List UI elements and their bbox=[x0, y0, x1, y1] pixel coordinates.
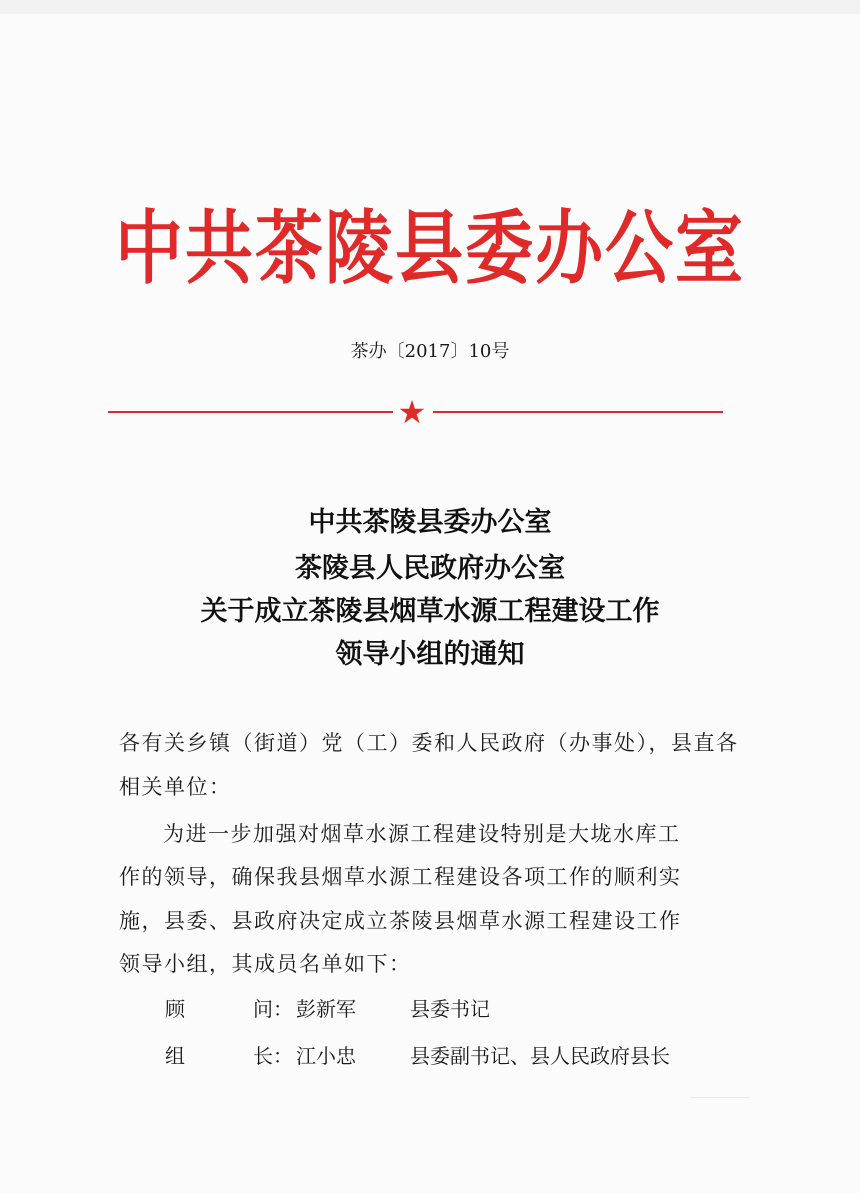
notice-title-line-3: 关于成立茶陵县烟草水源工程建设工作 bbox=[200, 596, 660, 627]
member-name: 江小忠 bbox=[296, 1044, 356, 1068]
body-paragraph-line-1: 为进一步加强对烟草水源工程建设特别是大垅水库工 bbox=[163, 822, 681, 846]
recipients-line-1: 各有关乡镇（街道）党（工）委和人民政府（办事处），县直各 bbox=[119, 731, 739, 755]
red-header-title: 中共茶陵县委办公室 bbox=[114, 201, 745, 296]
member-position: 县委书记 bbox=[410, 997, 490, 1021]
member-role-char: 问： bbox=[253, 997, 293, 1021]
notice-title-line-1: 中共茶陵县委办公室 bbox=[308, 507, 552, 538]
body-paragraph-line-2: 作的领导，确保我县烟草水源工程建设各项工作的顺利实 bbox=[119, 865, 682, 889]
member-position: 县委副书记、县人民政府县长 bbox=[410, 1044, 670, 1068]
member-role-char: 长： bbox=[253, 1044, 293, 1068]
member-role-char: 顾 bbox=[165, 997, 185, 1021]
red-star-icon: ★ bbox=[397, 393, 427, 431]
page-footer-mark bbox=[690, 1097, 750, 1098]
recipients-line-2: 相关单位： bbox=[119, 775, 232, 799]
member-role-char: 组 bbox=[165, 1044, 185, 1068]
notice-title-line-4: 领导小组的通知 bbox=[335, 639, 525, 670]
document-number: 茶办〔2017〕10号 bbox=[350, 341, 510, 362]
red-rule-right bbox=[433, 411, 723, 413]
body-paragraph-line-4: 领导小组，其成员名单如下： bbox=[119, 952, 412, 976]
member-name: 彭新军 bbox=[296, 997, 356, 1021]
body-paragraph-line-3: 施，县委、县政府决定成立茶陵县烟草水源工程建设工作 bbox=[119, 909, 682, 933]
notice-title-line-2: 茶陵县人民政府办公室 bbox=[295, 553, 565, 584]
scan-edge bbox=[0, 0, 860, 14]
red-rule-left bbox=[108, 411, 393, 413]
